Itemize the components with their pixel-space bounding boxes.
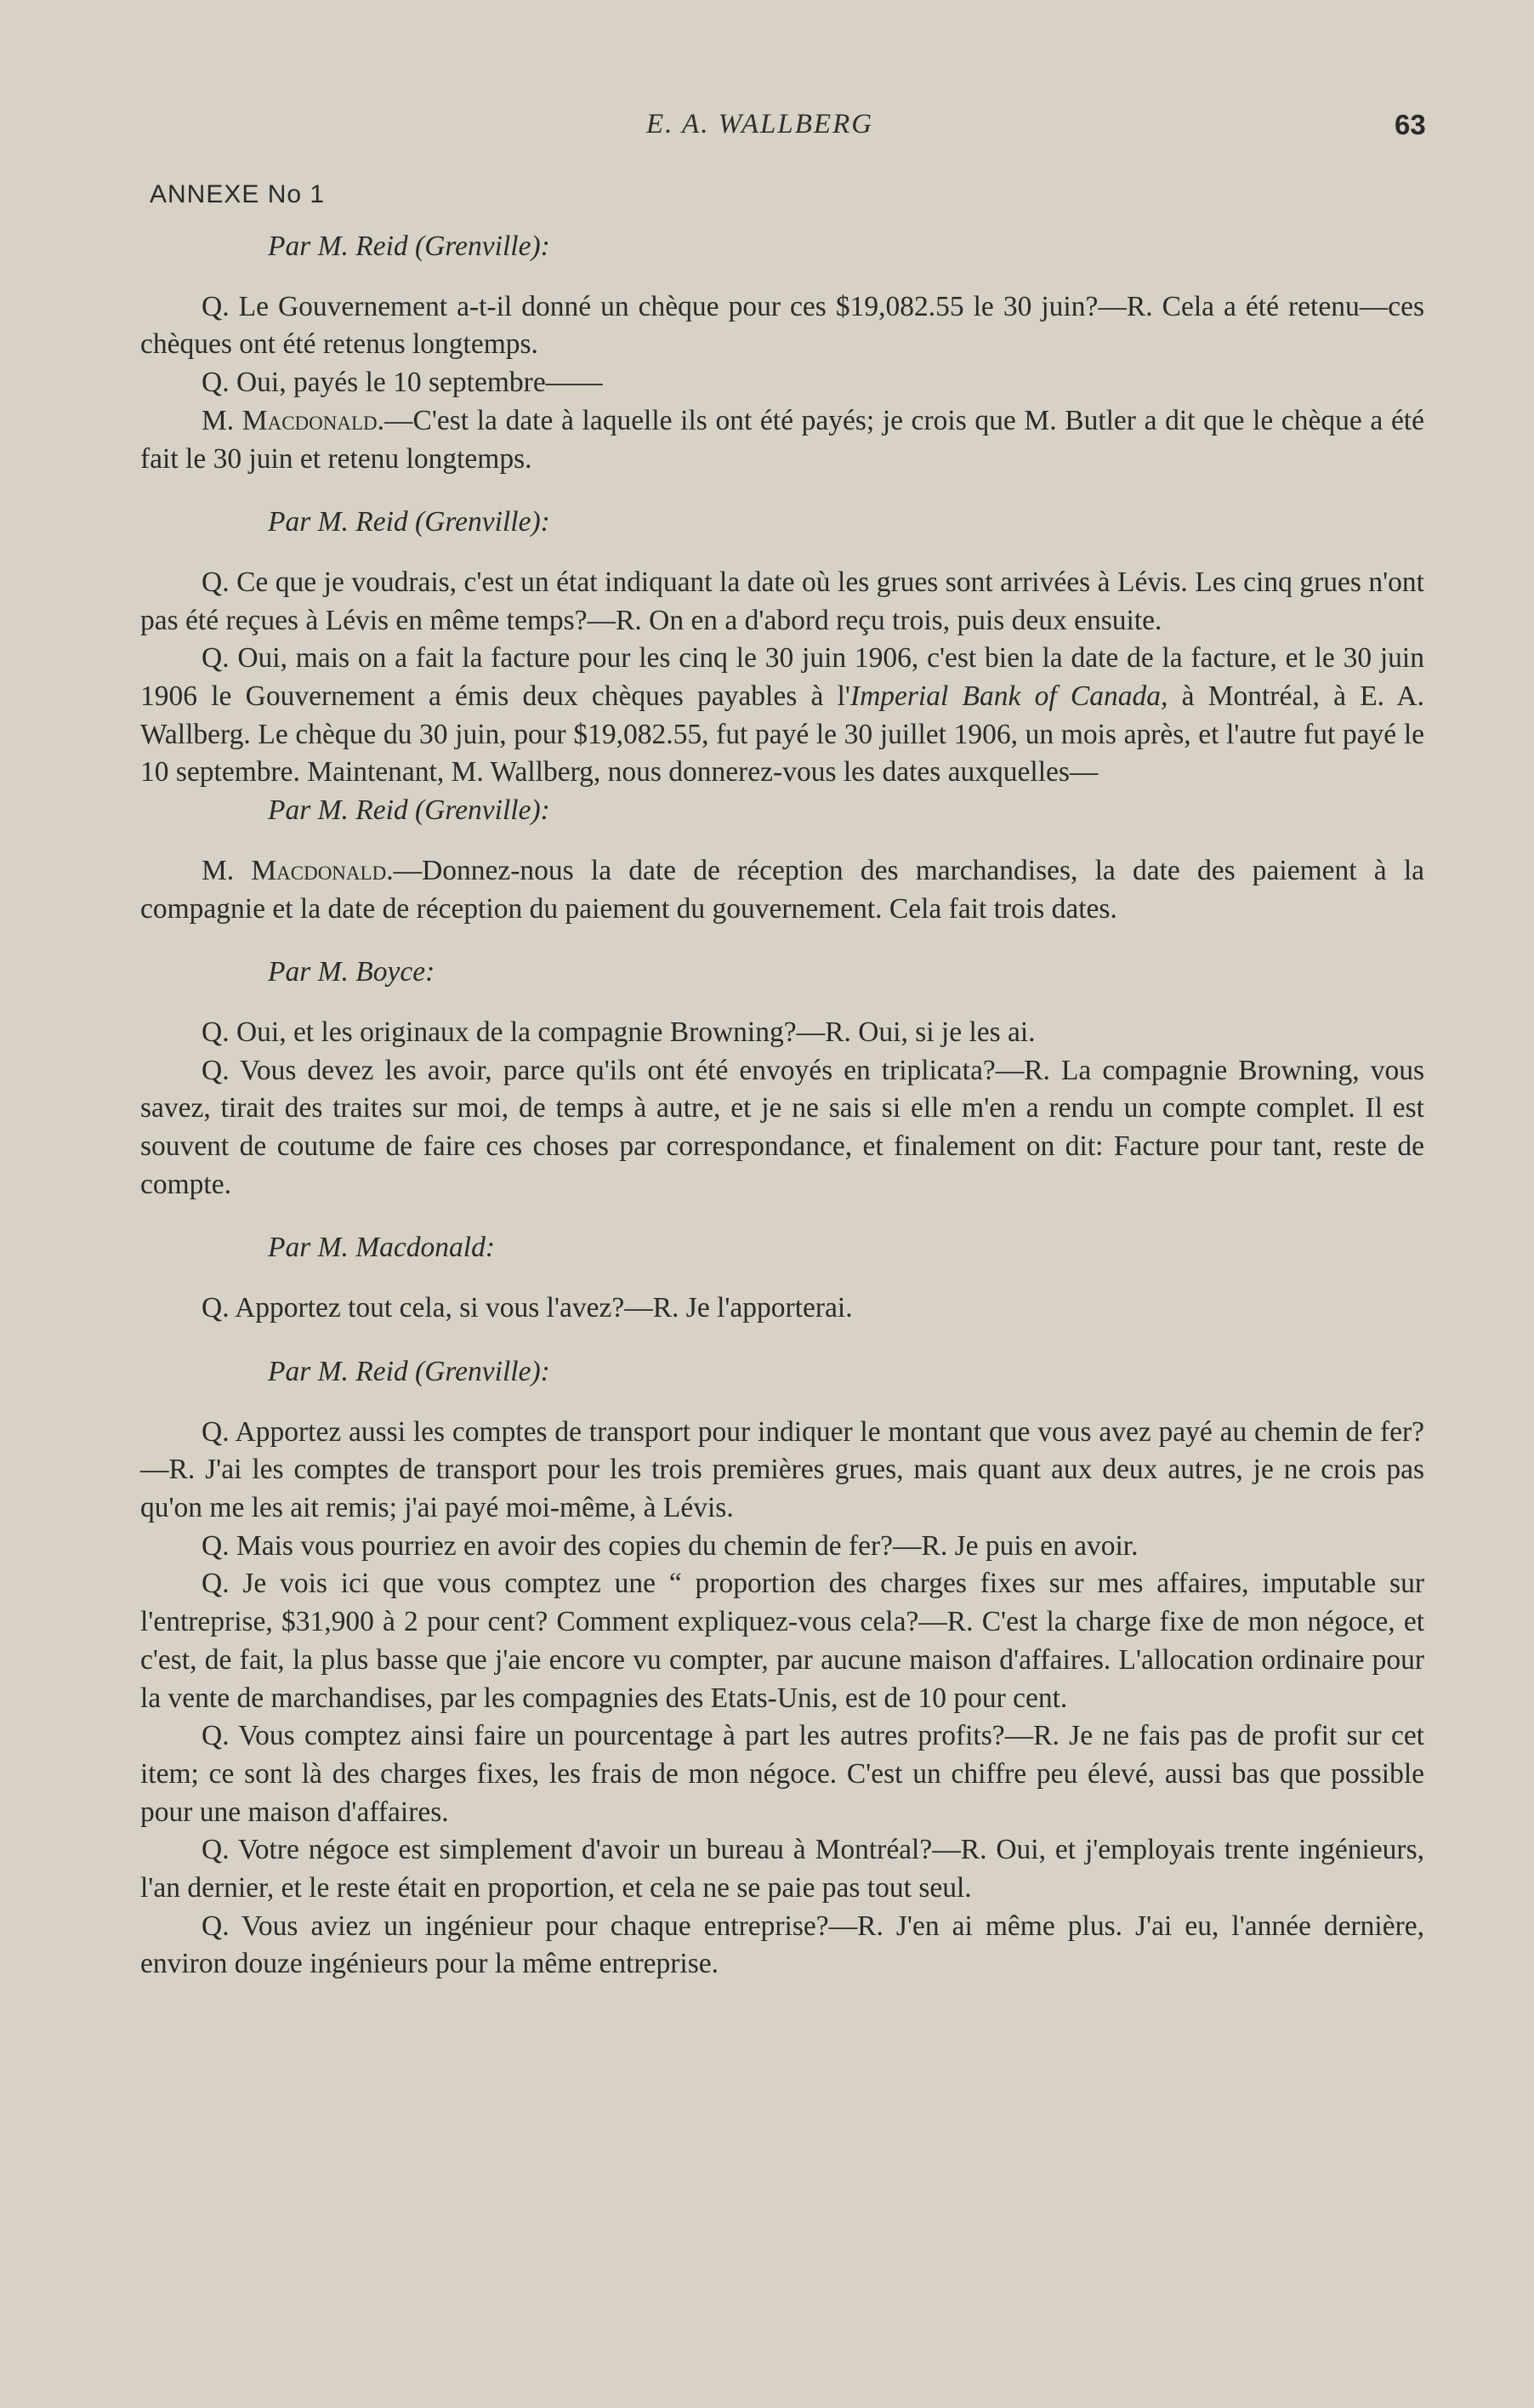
speaker-heading: Par M. Reid (Grenville):: [268, 1355, 550, 1387]
paragraph: Q. Ce que je voudrais, c'est un état indiquant la date où les grues sont arrivées à Lévis. Les cinq grues n'ont pas été reçues à Lévis en même temps?—R. On en a d'abord reçu trois, puis deux ensuite.: [140, 566, 1424, 636]
italic-text: Imperial Bank of Canada,: [849, 680, 1168, 713]
paragraph-text: —Donnez-nous la date de réception des marchandises, la date des paiement à la compagnie et la date de réception du paiement du gouvernement. Cela fait trois dates.: [140, 854, 1424, 925]
paragraph: Q. Je vois ici que vous comptez une “ proportion des charges fixes sur mes affaires, imputable sur l'entreprise, $31,900 à 2 pour cent? Comment expliquez-vous cela?—R. C'est la charge fixe de mon négoce, et c'est, de fait, la plus basse que j'aie encore vu compter, par aucune maison d'affaires. L'allocation ordinaire pour la vente de marchandises, par les compagnies des Etats-Unis, est de 10 pour cent.: [140, 1568, 1424, 1714]
paragraph-text: —C'est la date à laquelle ils ont été payés; je crois que M. Butler a dit que le chèque a été fait le 30 juin et retenu longtemps.: [140, 404, 1424, 475]
paragraph: Q. Oui, et les originaux de la compagnie Browning?—R. Oui, si je les ai.: [202, 1016, 1036, 1048]
paragraph: [140, 852, 1424, 928]
paragraph-text: Q. Oui, mais on a fait la facture pour les cinq le 30 juin 1906, c'est bien la date de la facture, et le 30 juin 1906 le Gouvernement a émis deux chèques payables à l': [140, 642, 1424, 713]
paragraph: Q. Le Gouvernement a-t-il donné un chèque pour ces $19,082.55 le 30 juin?—R. Cela a été retenu—ces chèques ont été retenus longtemps.: [140, 290, 1424, 361]
speaker-name: M. Macdonald.: [202, 854, 394, 886]
paragraph: Q. Vous devez les avoir, parce qu'ils ont été envoyés en triplicata?—R. La compagnie Browning, vous savez, tirait des traites sur moi, de temps à autre, et je ne sais si elle m'en a rendu un compte complet. Il est souvent de coutume de faire ces choses par correspondance, et finalement on dit: Facture pour tant, reste de compte.: [140, 1054, 1424, 1200]
page-number: 63: [1395, 109, 1426, 140]
paragraph: Q. Vous aviez un ingénieur pour chaque entreprise?—R. J'en ai même plus. J'ai eu, l'année dernière, environ douze ingénieurs pour la même entreprise.: [140, 1910, 1424, 1980]
paragraph: [140, 402, 1424, 478]
paragraph: Q. Votre négoce est simplement d'avoir un bureau à Montréal?—R. Oui, et j'employais trente ingénieurs, l'an dernier, et le reste était en proportion, et cela ne se paie pas tout seul.: [140, 1834, 1424, 1904]
paragraph: Q. Apportez tout cela, si vous l'avez?—R. Je l'apporterai.: [202, 1292, 853, 1324]
document-body: [140, 228, 1424, 1984]
speaker-heading: Par M. Boyce:: [268, 956, 435, 988]
paragraph: Q. Mais vous pourriez en avoir des copies du chemin de fer?—R. Je puis en avoir.: [202, 1529, 1139, 1562]
paragraph: Q. Oui, payés le 10 septembre——: [202, 367, 603, 399]
paragraph: Q. Vous comptez ainsi faire un pourcentage à part les autres profits?—R. Je ne fais pas de profit sur cet item; ce sont là des charges fixes, les frais de mon négoce. C'est un chiffre peu élevé, aussi bas que possible pour une maison d'affaires.: [140, 1720, 1424, 1828]
paragraph-text: à Montréal, à E. A. Wallberg. Le chèque du 30 juin, pour $19,082.55, fut payé le 30 juillet 1906, un mois après, et l'autre fut payé le 10 septembre. Maintenant, M. Wallberg, nous donnerez-vous les dates auxquelles—: [140, 680, 1424, 788]
speaker-heading: Par M. Reid (Grenville):: [268, 794, 550, 827]
speaker-name: M. Macdonald.: [202, 404, 385, 436]
speaker-heading: Par M. Macdonald:: [268, 1232, 496, 1264]
paragraph: Q. Apportez aussi les comptes de transport pour indiquer le montant que vous avez payé au chemin de fer?—R. J'ai les comptes de transport pour les trois premières grues, mais quant aux deux autres, je ne crois pas qu'on me les ait remis; j'ai payé moi-même, à Lévis.: [140, 1415, 1424, 1523]
running-head: E. A. WALLBERG: [646, 109, 874, 139]
speaker-heading: Par M. Reid (Grenville):: [268, 506, 550, 538]
annex-label: ANNEXE No 1: [150, 180, 326, 208]
speaker-heading: Par M. Reid (Grenville):: [268, 231, 550, 262]
paragraph: [140, 640, 1424, 792]
